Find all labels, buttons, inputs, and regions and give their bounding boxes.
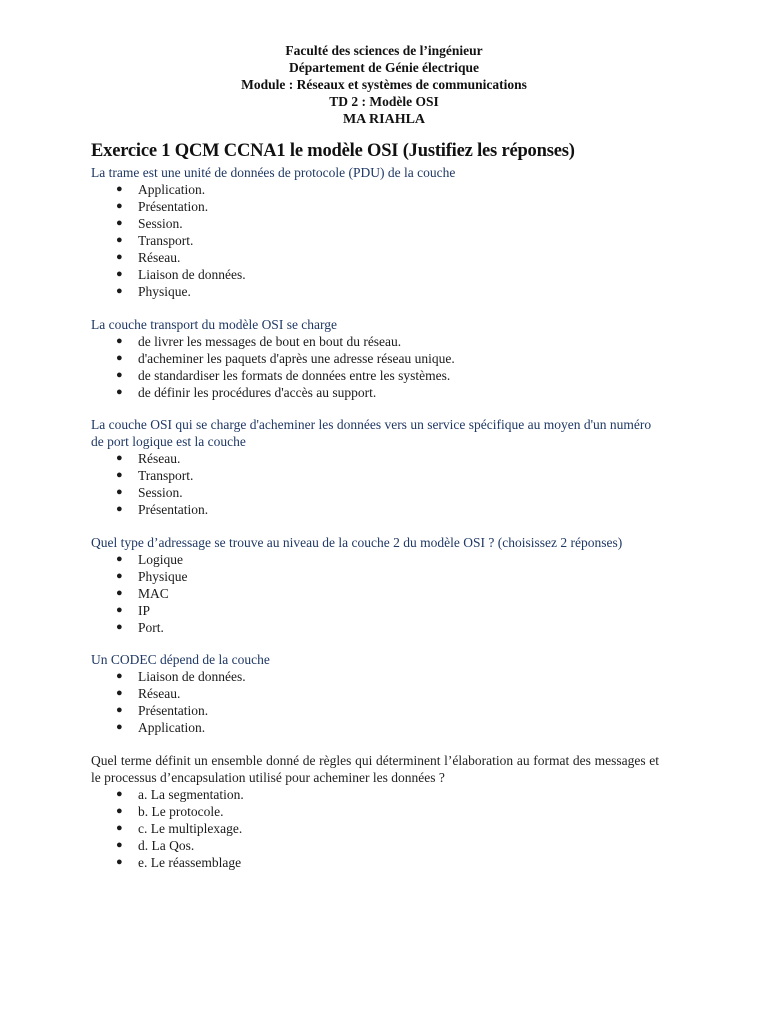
question-4 bbox=[91, 534, 659, 636]
bullet-icon: ● bbox=[116, 285, 123, 297]
document-header bbox=[0, 42, 768, 128]
option-list bbox=[91, 181, 671, 300]
author-name: MA RIAHLA bbox=[342, 112, 426, 127]
option-item: ● c. Le multiplexage. bbox=[116, 820, 243, 836]
bullet-icon: ● bbox=[116, 787, 123, 800]
bullet-icon: ● bbox=[116, 503, 123, 515]
option-item: ● Présentation. bbox=[116, 703, 209, 718]
bullet-icon: ● bbox=[116, 486, 123, 498]
bullet-icon: ● bbox=[116, 385, 123, 398]
option-item: ● Réseau. bbox=[116, 250, 181, 265]
option-item: ● a. La segmentation. bbox=[116, 786, 244, 802]
td-title: TD 2 : Modèle OSI bbox=[329, 94, 439, 109]
option-item: ● Physique bbox=[116, 568, 188, 584]
option-item: ● Réseau. bbox=[116, 451, 181, 466]
question-text: Quel terme définit un ensemble donné de règles qui déterminent l’élaboration au format des messages et le processus d’encapsulation utilisé pour acheminer les données ? bbox=[91, 752, 659, 785]
option-item: ● Transport. bbox=[116, 233, 194, 248]
bullet-icon: ● bbox=[116, 217, 123, 229]
question-1 bbox=[91, 164, 671, 300]
option-item: ● Application. bbox=[116, 182, 206, 197]
option-item: ● Liaison de données. bbox=[116, 267, 246, 282]
faculty-name: Faculté des sciences de l’ingénieur bbox=[285, 43, 483, 58]
option-list bbox=[91, 668, 671, 736]
bullet-icon: ● bbox=[116, 620, 123, 633]
option-item: ● Session. bbox=[116, 485, 183, 500]
option-item: ● Physique. bbox=[116, 284, 191, 299]
question-2 bbox=[91, 316, 671, 401]
question-text: La couche OSI qui se charge d'acheminer les données vers un service spécifique au moyen d'un numéro de port logique est la couche bbox=[91, 417, 652, 449]
bullet-icon: ● bbox=[116, 821, 123, 834]
bullet-icon: ● bbox=[116, 452, 123, 464]
bullet-icon: ● bbox=[116, 838, 123, 851]
bullet-icon: ● bbox=[116, 234, 123, 246]
option-item: ● Session. bbox=[116, 216, 183, 231]
option-item: ● Liaison de données. bbox=[116, 669, 246, 684]
option-list bbox=[91, 333, 671, 401]
bullet-icon: ● bbox=[116, 334, 123, 347]
bullet-icon: ● bbox=[116, 552, 123, 565]
bullet-icon: ● bbox=[116, 351, 123, 364]
question-5 bbox=[91, 651, 671, 736]
question-text: Quel type d’adressage se trouve au niveau de la couche 2 du modèle OSI ? (choisissez 2 réponses) bbox=[91, 534, 623, 550]
option-item: ● Présentation. bbox=[116, 199, 209, 214]
option-item: ● Logique bbox=[116, 551, 183, 567]
option-item: ● Application. bbox=[116, 720, 206, 735]
department-name: Département de Génie électrique bbox=[288, 60, 480, 75]
option-list bbox=[91, 551, 659, 636]
question-text: La trame est une unité de données de protocole (PDU) de la couche bbox=[91, 165, 456, 180]
bullet-icon: ● bbox=[116, 721, 123, 733]
bullet-icon: ● bbox=[116, 704, 123, 716]
question-3 bbox=[91, 416, 659, 518]
bullet-icon: ● bbox=[116, 687, 123, 699]
bullet-icon: ● bbox=[116, 183, 123, 195]
option-list bbox=[91, 450, 659, 518]
exercise-title: Exercice 1 QCM CCNA1 le modèle OSI (Justifiez les réponses) bbox=[91, 141, 575, 161]
bullet-icon: ● bbox=[116, 469, 123, 481]
option-item: ● IP bbox=[116, 602, 151, 618]
bullet-icon: ● bbox=[116, 670, 123, 682]
question-list bbox=[91, 164, 671, 886]
option-item: ● d'acheminer les paquets d'après une adresse réseau unique. bbox=[116, 350, 455, 366]
option-item: ● b. Le protocole. bbox=[116, 803, 224, 819]
option-item: ● Réseau. bbox=[116, 686, 181, 701]
option-item: ● d. La Qos. bbox=[116, 837, 195, 853]
module-name: Module : Réseaux et systèmes de communications bbox=[241, 77, 527, 92]
option-item: ● Port. bbox=[116, 619, 164, 635]
option-item: ● Transport. bbox=[116, 468, 194, 483]
question-text: Un CODEC dépend de la couche bbox=[91, 652, 270, 667]
bullet-icon: ● bbox=[116, 251, 123, 263]
bullet-icon: ● bbox=[116, 586, 123, 599]
bullet-icon: ● bbox=[116, 603, 123, 616]
question-6 bbox=[91, 752, 659, 871]
option-item: ● e. Le réassemblage bbox=[116, 854, 242, 870]
question-text: La couche transport du modèle OSI se charge bbox=[91, 316, 338, 332]
bullet-icon: ● bbox=[116, 200, 123, 212]
option-list bbox=[91, 786, 659, 871]
option-item: ● de standardiser les formats de données entre les systèmes. bbox=[116, 367, 451, 383]
bullet-icon: ● bbox=[116, 804, 123, 817]
option-item: ● de définir les procédures d'accès au support. bbox=[116, 384, 377, 400]
bullet-icon: ● bbox=[116, 569, 123, 582]
option-item: ● Présentation. bbox=[116, 502, 209, 517]
bullet-icon: ● bbox=[116, 268, 123, 280]
option-item: ● de livrer les messages de bout en bout du réseau. bbox=[116, 333, 402, 349]
bullet-icon: ● bbox=[116, 368, 123, 381]
bullet-icon: ● bbox=[116, 855, 123, 868]
option-item: ● MAC bbox=[116, 585, 169, 601]
